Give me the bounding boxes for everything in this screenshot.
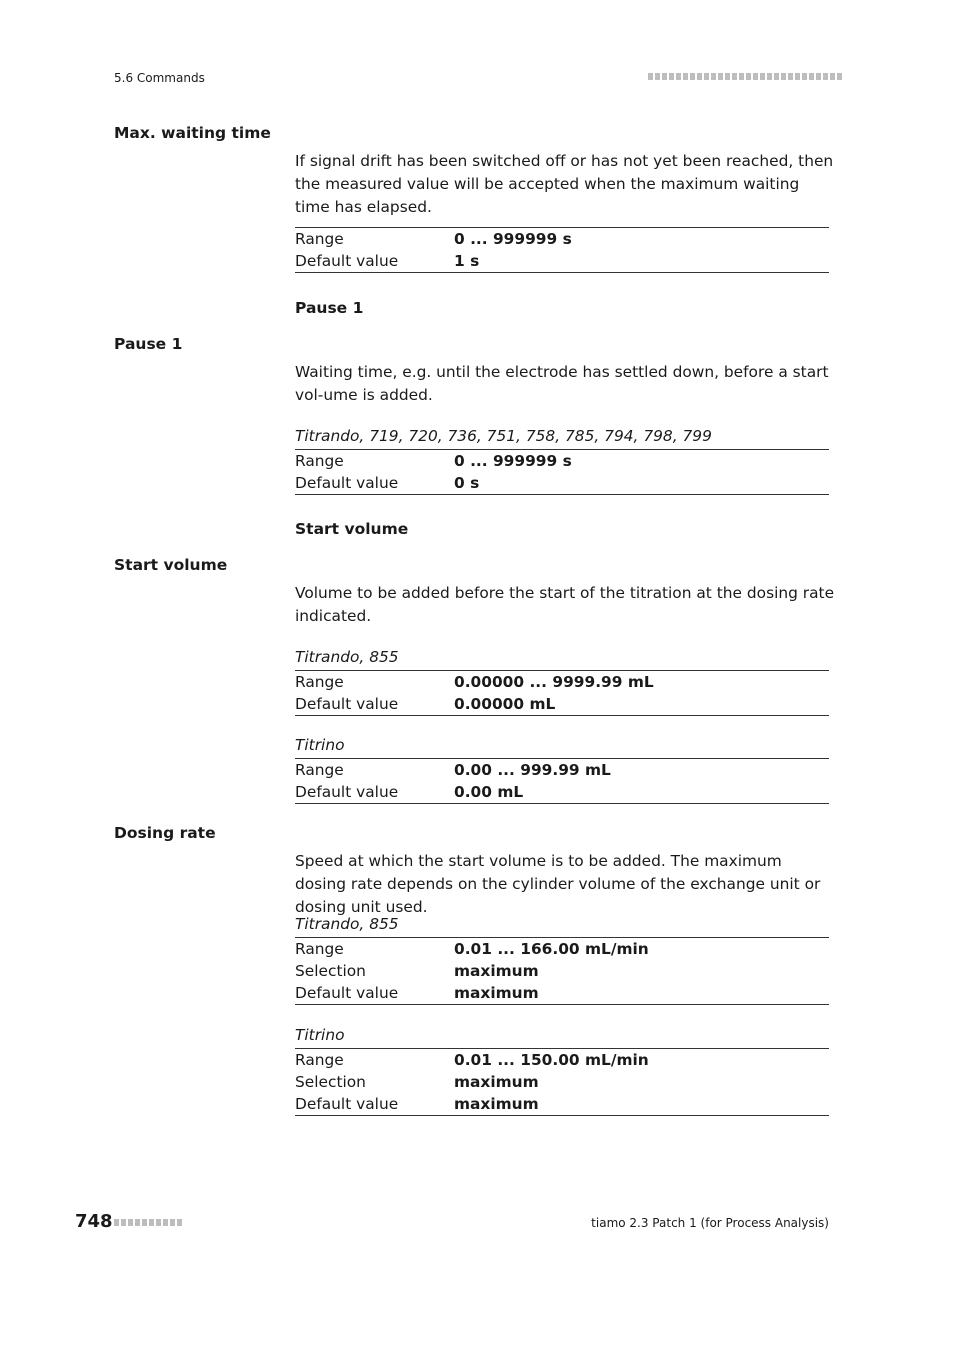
row-value: 1 s [454, 252, 480, 270]
row-label: Range [295, 940, 344, 958]
description-pause-1: Waiting time, e.g. until the electrode has settled down, before a start vol-ume is added. [295, 363, 829, 404]
param-table [295, 1048, 829, 1116]
row-value: maximum [454, 1095, 539, 1113]
platform-label: Titrino [295, 736, 345, 754]
platform-label: Titrando, 719, 720, 736, 751, 758, 785, 794, 798, 799 [295, 427, 712, 445]
row-label: Default value [295, 1095, 399, 1113]
subheading-start-volume: Start volume [295, 520, 409, 538]
table-row [295, 671, 829, 693]
table-row [295, 250, 829, 272]
table-row [295, 1071, 829, 1093]
param-table [295, 670, 829, 716]
row-label: Default value [295, 783, 399, 801]
platform-label: Titrino [295, 1026, 345, 1044]
param-table [295, 937, 829, 1005]
row-label: Range [295, 230, 344, 248]
subheading-pause-1: Pause 1 [295, 299, 364, 317]
param-table [295, 449, 829, 495]
side-title-dosing-rate: Dosing rate [114, 824, 216, 842]
row-value: 0.01 ... 166.00 mL/min [454, 940, 649, 958]
footer-dot-bar [114, 1219, 182, 1226]
table-row [295, 472, 829, 494]
row-label: Selection [295, 1073, 366, 1091]
platform-label: Titrando, 855 [295, 648, 399, 666]
side-title-pause-1: Pause 1 [114, 335, 183, 353]
row-label: Default value [295, 695, 399, 713]
row-value: 0.00000 mL [454, 695, 556, 713]
row-value: 0.00 ... 999.99 mL [454, 761, 611, 779]
row-label: Default value [295, 984, 399, 1002]
row-label: Default value [295, 252, 399, 270]
row-value: 0 ... 999999 s [454, 230, 572, 248]
description-start-volume: Volume to be added before the start of the titration at the dosing rate indicated. [295, 584, 835, 625]
row-value: maximum [454, 1073, 539, 1091]
side-title-max-waiting-time: Max. waiting time [114, 124, 271, 142]
description-max-waiting-time: If signal drift has been switched off or has not yet been reached, then the measured value will be accepted when the maximum waiting time has elapsed. [295, 152, 834, 216]
table-row [295, 960, 829, 982]
row-label: Default value [295, 474, 399, 492]
param-table [295, 227, 829, 273]
row-value: maximum [454, 984, 539, 1002]
table-row [295, 228, 829, 250]
row-value: maximum [454, 962, 539, 980]
row-value: 0.01 ... 150.00 mL/min [454, 1051, 649, 1069]
row-label: Selection [295, 962, 366, 980]
row-label: Range [295, 1051, 344, 1069]
row-label: Range [295, 673, 344, 691]
table-row [295, 1049, 829, 1071]
table-row [295, 781, 829, 803]
table-row [295, 1093, 829, 1115]
row-label: Range [295, 761, 344, 779]
platform-label: Titrando, 855 [295, 915, 399, 933]
running-header-section: 5.6 Commands [114, 71, 205, 85]
table-row [295, 938, 829, 960]
row-value: 0.00 mL [454, 783, 524, 801]
table-row [295, 982, 829, 1004]
footer-product-name: tiamo 2.3 Patch 1 (for Process Analysis) [591, 1216, 829, 1230]
header-dot-bar [648, 73, 842, 80]
table-row [295, 759, 829, 781]
side-title-start-volume: Start volume [114, 556, 228, 574]
table-row [295, 693, 829, 715]
row-value: 0 s [454, 474, 480, 492]
row-value: 0 ... 999999 s [454, 452, 572, 470]
table-row [295, 450, 829, 472]
param-table [295, 758, 829, 804]
row-label: Range [295, 452, 344, 470]
page-number: 748 [75, 1211, 113, 1232]
description-dosing-rate: Speed at which the start volume is to be added. The maximum dosing rate depends on the cylinder volume of the exchange unit or dosing unit used. [295, 852, 821, 916]
row-value: 0.00000 ... 9999.99 mL [454, 673, 654, 691]
